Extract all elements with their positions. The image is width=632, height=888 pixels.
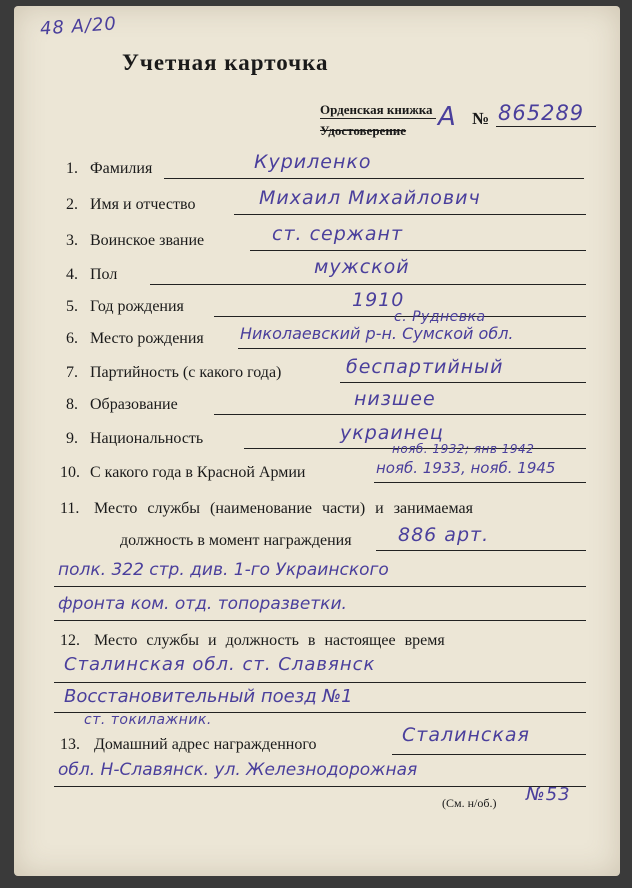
award-record-card [14, 6, 620, 876]
field-label-education: Образование [90, 396, 178, 413]
field-line [376, 550, 586, 551]
field-value-nationality: украинец [340, 422, 444, 444]
field-value-current-service: Сталинская обл. ст. Славянск [64, 654, 376, 675]
booklet-series: А [438, 102, 457, 132]
field-line [164, 178, 584, 179]
field-label-sex: Пол [90, 266, 118, 283]
field-value-service-at-award: 886 арт. [398, 524, 490, 546]
certificate-label: Удостоверение [320, 123, 407, 138]
field-line [54, 620, 586, 621]
field-value-army-extra: нояб. 1932; янв 1942 [392, 442, 535, 456]
field-value-army-since: нояб. 1933, нояб. 1945 [376, 459, 556, 477]
field-number: 2. [66, 196, 78, 213]
field-line [234, 214, 586, 215]
field-label-birth-year: Год рождения [90, 298, 184, 315]
field-value-home-address: Сталинская [402, 724, 530, 746]
field-value-birthplace-village: с. Рудневка [394, 309, 486, 325]
card-title: Учетная карточка [122, 50, 329, 75]
field-value-home-address-3: №53 [526, 784, 571, 805]
field-number: 6. [66, 330, 78, 347]
order-booklet-label: Орденская книжка [320, 102, 433, 117]
field-line [150, 284, 586, 285]
field-line [54, 682, 586, 683]
see-reverse-note: (См. н/об.) [442, 796, 497, 810]
field-line [340, 382, 586, 383]
field-number: 12. [60, 632, 80, 649]
field-label-nationality: Национальность [90, 430, 204, 447]
field-value-current-service-3: ст. токилажник. [84, 712, 212, 728]
field-label-name: Имя и отчество [90, 196, 196, 213]
field-label-rank: Воинское звание [90, 232, 205, 249]
field-value-rank: ст. сержант [272, 223, 404, 245]
field-label-surname: Фамилия [90, 160, 153, 177]
field-line [250, 250, 586, 251]
booklet-number-underline [496, 126, 596, 127]
field-value-birth-year: 1910 [352, 289, 405, 311]
field-line [214, 414, 586, 415]
field-number: 3. [66, 232, 78, 249]
field-value-home-address-2: обл. Н-Славянск. ул. Железнодорожная [58, 760, 418, 780]
number-sign: № [472, 109, 490, 128]
field-label-current-service: Место службы и должность в настоящее время [94, 632, 445, 649]
field-number: 13. [60, 736, 80, 753]
field-line [54, 786, 586, 787]
booklet-number: 865289 [498, 101, 585, 125]
field-label-party: Партийность (с какого года) [90, 364, 282, 381]
field-label-service-at-award-2: должность в момент награждения [120, 532, 352, 549]
field-value-sex: мужской [314, 256, 410, 278]
field-label-service-at-award: Место службы (наименование части) и занимаемая [94, 500, 473, 517]
field-number: 9. [66, 430, 78, 447]
field-number: 11. [60, 500, 80, 517]
field-value-name: Михаил Михайлович [259, 187, 481, 209]
field-line [374, 482, 586, 483]
field-value-service-at-award-2: полк. 322 стр. див. 1-го Украинского [58, 560, 389, 580]
field-line [238, 348, 586, 349]
field-value-surname: Куриленко [254, 151, 372, 173]
field-value-current-service-2: Восстановительный поезд №1 [64, 686, 353, 707]
field-line [392, 754, 586, 755]
field-value-birthplace: Николаевский р-н. Сумской обл. [240, 324, 514, 343]
field-number: 10. [60, 464, 80, 481]
corner-note: 48 А/20 [39, 13, 118, 40]
field-number: 8. [66, 396, 78, 413]
field-value-education: низшее [354, 388, 436, 410]
field-line [54, 586, 586, 587]
field-value-party: беспартийный [346, 356, 504, 378]
field-number: 4. [66, 266, 78, 283]
field-label-army-since: С какого года в Красной Армии [90, 464, 306, 481]
field-number: 1. [66, 160, 78, 177]
field-label-birthplace: Место рождения [90, 330, 204, 347]
field-label-home-address: Домашний адрес награжденного [94, 736, 317, 753]
field-value-service-at-award-3: фронта ком. отд. топоразветки. [58, 594, 347, 614]
field-number: 7. [66, 364, 78, 381]
field-number: 5. [66, 298, 78, 315]
order-booklet-underline [320, 118, 436, 119]
